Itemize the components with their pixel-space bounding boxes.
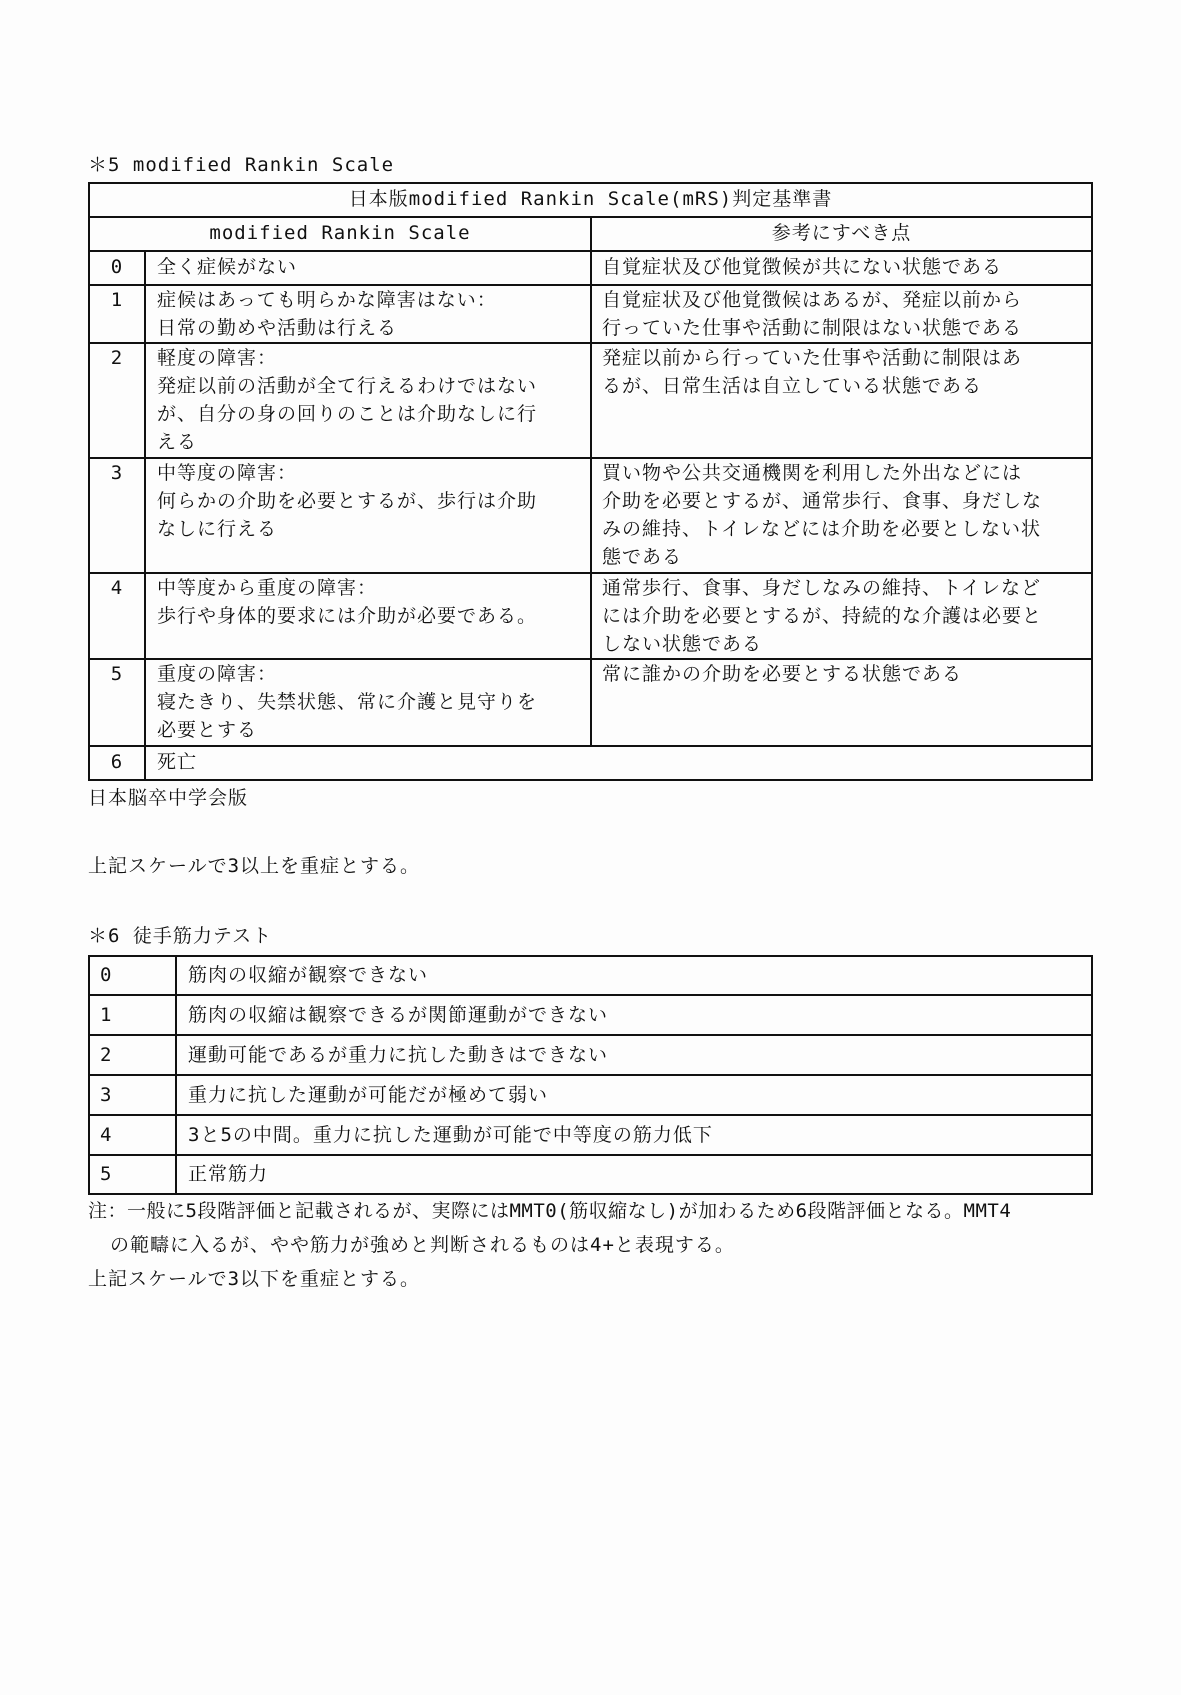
mrs-grade-0: 0 — [110, 256, 124, 278]
mrs-table-title: 日本版modified Rankin Scale(mRS)判定基準書 — [348, 188, 833, 210]
mmt-desc-5: 正常筋力 — [188, 1163, 269, 1185]
mrs-source: 日本脳卒中学会版 — [88, 787, 249, 809]
mmt-grade-1: 1 — [100, 1004, 113, 1026]
mrs-criterion: 上記スケールで3以上を重症とする。 — [88, 855, 421, 877]
mrs-ref-3: 買い物や公共交通機関を利用した外出などには 介助を必要とするが、通常歩行、食事、身だしな みの維持、トイレなどには介助を必要としない状 態である — [602, 462, 1043, 568]
mrs-desc-4: 中等度から重度の障害： 歩行や身体的要求には介助が必要である。 — [157, 577, 538, 627]
mrs-desc-2: 軽度の障害： 発症以前の活動が全て行えるわけではない が、自分の身の回りのことは介助なしに行 える — [157, 347, 538, 453]
mmt-desc-3: 重力に抗した運動が可能だが極めて弱い — [188, 1084, 549, 1106]
section6-heading: ＊6 徒手筋力テスト — [88, 925, 273, 947]
mrs-grade-6: 6 — [110, 751, 124, 773]
mrs-grade-2: 2 — [110, 347, 124, 369]
mmt-criterion: 上記スケールで3以下を重症とする。 — [88, 1268, 421, 1290]
mrs-ref-2: 発症以前から行っていた仕事や活動に制限はあ るが、日常生活は自立している状態である — [602, 347, 1023, 397]
mmt-desc-1: 筋肉の収縮は観察できるが関節運動ができない — [188, 1004, 609, 1026]
mrs-desc-5: 重度の障害： 寝たきり、失禁状態、常に介護と見守りを 必要とする — [157, 663, 538, 741]
mrs-desc-1: 症候はあっても明らかな障害はない： 日常の勤めや活動は行える — [157, 289, 497, 339]
mrs-desc-6: 死亡 — [157, 751, 198, 773]
mrs-ref-0: 自覚症状及び他覚徴候が共にない状態である — [602, 256, 1003, 278]
mrs-grade-3: 3 — [110, 462, 124, 484]
mmt-desc-4: 3と5の中間。重力に抗した運動が可能で中等度の筋力低下 — [188, 1124, 713, 1146]
mmt-note-line1: 注：一般に5段階評価と記載されるが、実際にはMMT0(筋収縮なし)が加わるため6段階評価となる。MMT4 — [88, 1200, 1012, 1222]
mmt-grade-3: 3 — [100, 1084, 113, 1106]
mrs-ref-5: 常に誰かの介助を必要とする状態である — [602, 663, 963, 685]
col-header-reference: 参考にすべき点 — [771, 222, 912, 244]
mrs-desc-3: 中等度の障害： 何らかの介助を必要とするが、歩行は介助 なしに行える — [157, 462, 538, 540]
mrs-grade-1: 1 — [110, 289, 124, 311]
col-header-scale: modified Rankin Scale — [209, 222, 471, 244]
mrs-desc-0: 全く症候がない — [157, 256, 298, 278]
mrs-grade-5: 5 — [110, 663, 124, 685]
mmt-grade-4: 4 — [100, 1124, 113, 1146]
mmt-grade-0: 0 — [100, 964, 113, 986]
mrs-ref-4: 通常歩行、食事、身だしなみの維持、トイレなど には介助を必要とするが、持続的な介護は必要と しない状態である — [602, 577, 1043, 655]
mmt-grade-5: 5 — [100, 1163, 113, 1185]
section5-heading: ＊5 modified Rankin Scale — [88, 154, 395, 176]
mmt-desc-2: 運動可能であるが重力に抗した動きはできない — [188, 1044, 609, 1066]
mmt-desc-0: 筋肉の収縮が観察できない — [188, 964, 429, 986]
mrs-ref-1: 自覚症状及び他覚徴候はあるが、発症以前から 行っていた仕事や活動に制限はない状態である — [602, 289, 1023, 339]
mmt-grade-2: 2 — [100, 1044, 113, 1066]
mmt-note-line2: の範疇に入るが、やや筋力が強めと判断されるものは4+と表現する。 — [110, 1234, 735, 1256]
mrs-grade-4: 4 — [110, 577, 124, 599]
